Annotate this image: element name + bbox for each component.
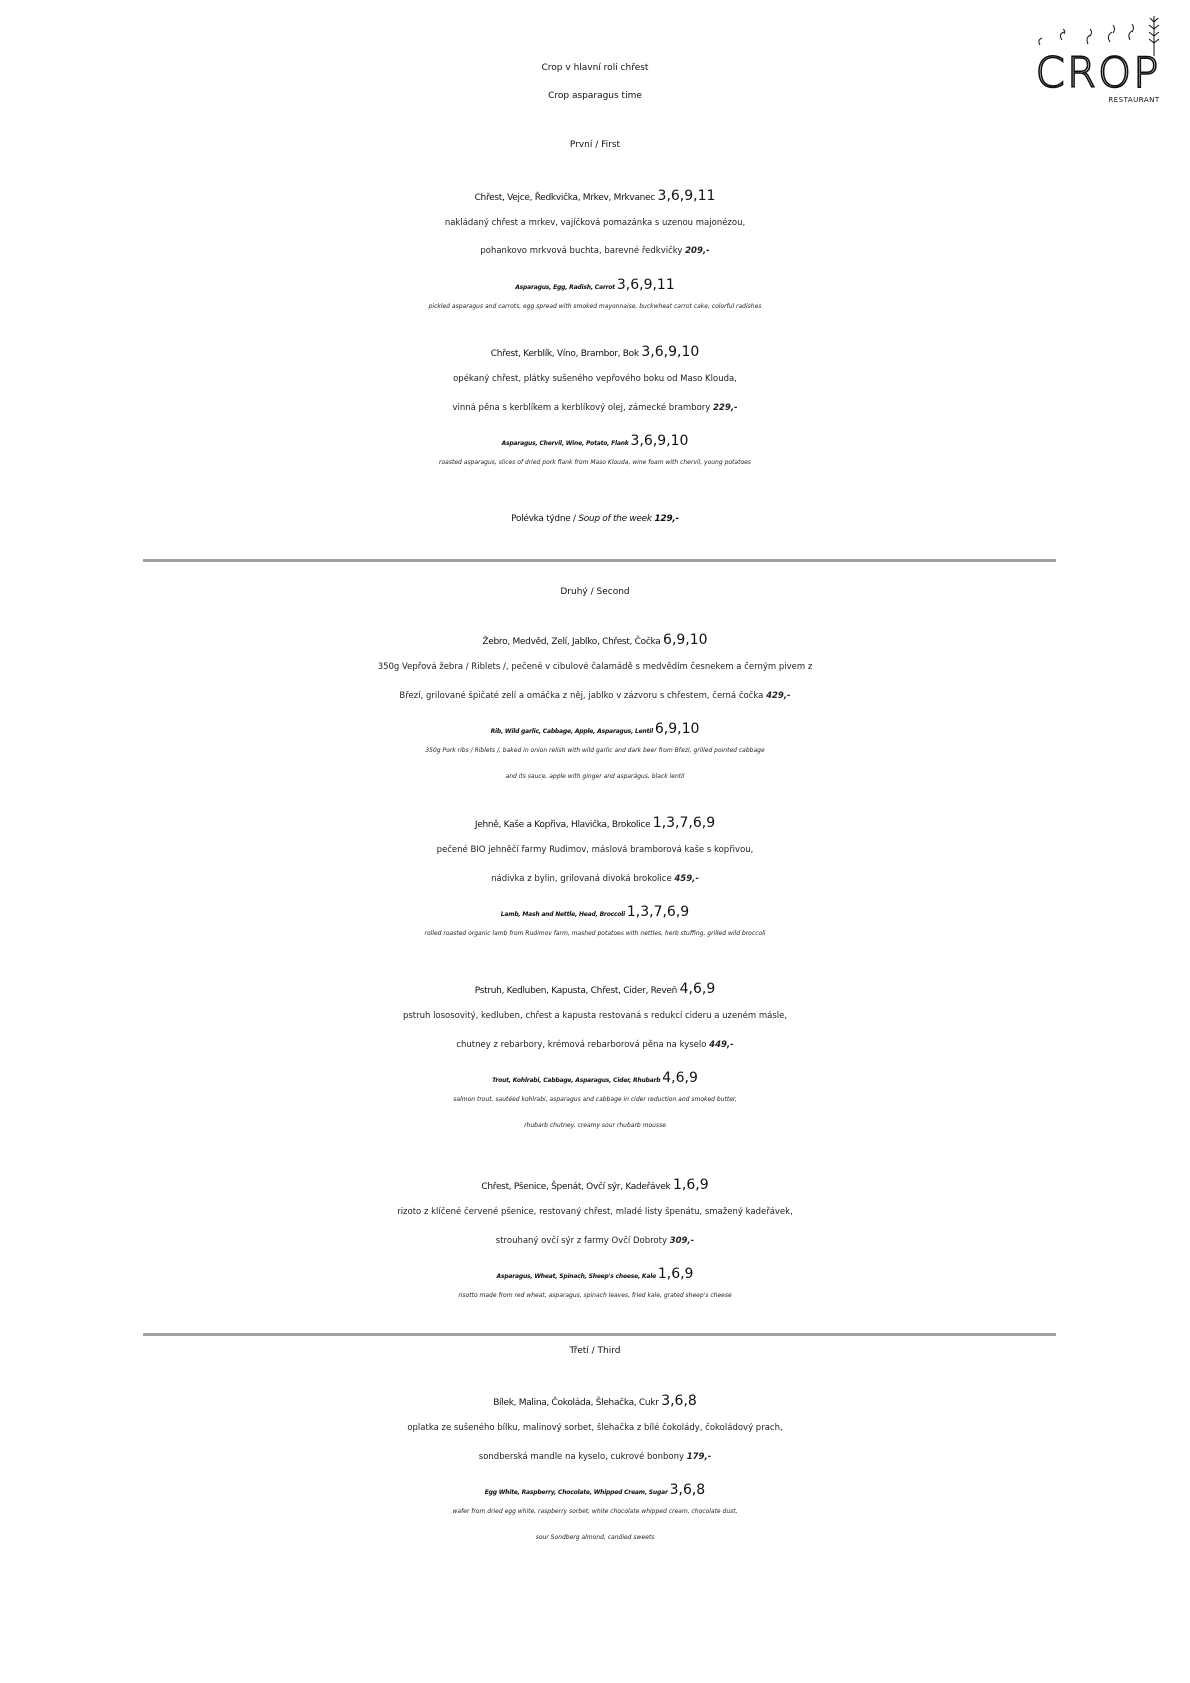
logo-subtitle: RESTAURANT: [1108, 96, 1160, 104]
dish-title-en: Asparagus, Wheat, Spinach, Sheep's cheese, Kale 1,6,9: [496, 1266, 694, 1282]
soup-of-the-week: Polévka týdne / Soup of the week 129,-: [511, 514, 679, 524]
dish-title: Chřest, Pšenice, Špenát, Ovčí sýr, Kadeřávek 1,6,9: [481, 1177, 709, 1193]
dish-title-en: Lamb, Mash and Nettle, Head, Broccoli 1,3,7,6,9: [500, 904, 690, 920]
dish-description-en: sour Sondberg almond, candied sweets: [535, 1534, 655, 1541]
section-heading-second: Druhý / Second: [560, 587, 630, 597]
dish-description: chutney z rebarbory, krémová rebarborová pěna na kyselo 449,-: [456, 1040, 734, 1050]
menu-title-en: Crop asparagus time: [548, 91, 642, 101]
dish-description-en: rhubarb chutney, creamy sour rhubarb mousse: [524, 1122, 666, 1129]
dish-description: sondberská mandle na kyselo, cukrové bonbony 179,-: [478, 1452, 712, 1462]
dish-description-en: and its sauce, apple with ginger and asparágus, black lentil: [505, 773, 685, 780]
section-divider: [143, 559, 1056, 562]
dish-description: oplatka ze sušeného bílku, malinový sorbet, šlehačka z bílé čokolády, čokoládový prach,: [407, 1423, 783, 1433]
dish-description: vinná pěna s kerblíkem a kerblíkový olej, zámecké brambory 229,-: [452, 403, 738, 413]
dish-description-en: salmon trout, sautéed kohlrabi, asparagus and cabbage in cider reduction and smoked butter,: [453, 1096, 737, 1103]
dish-description-en: 350g Pork ribs / Riblets /, baked in onion relish with wild garlic and dark beer from Březí, grilled pointed cabbage: [425, 747, 765, 754]
dish-title-en: Egg White, Raspberry, Chocolate, Whipped Cream, Sugar 3,6,8: [484, 1482, 706, 1498]
dish-description-en: pickled asparagus and carrots, egg spread with smoked mayonnaise, buckwheat carrot cake, colorful radishes: [428, 303, 762, 310]
dish-price: 209,-: [685, 246, 710, 256]
dish-description: pečené BIO jehněčí farmy Rudimov, máslová bramborová kaše s kopřivou,: [436, 845, 754, 855]
soup-price: 129,-: [654, 514, 679, 524]
dish-description: 350g Vepřová žebra / Riblets /, pečené v cibulové čalamádě s medvědím česnekem a černým pivem z: [377, 662, 813, 672]
dish-price: 179,-: [686, 1452, 712, 1462]
dish-description-en: roasted asparagus, slices of dried pork flank from Maso Klouda, wine foam with chervil, young potatoes: [439, 459, 751, 466]
section-heading-first: První / First: [569, 140, 621, 150]
dish-title: Pstruh, Kedluben, Kapusta, Chřest, Cider, Reveň 4,6,9: [474, 981, 716, 997]
menu-title-cz: Crop v hlavní roli chřest: [541, 63, 649, 73]
dish-title-en: Asparagus, Chervil, Wine, Potato, Flank 3,6,9,10: [501, 433, 689, 449]
dish-description: pstruh lososovitý, kedluben, chřest a kapusta restovaná s redukcí cideru a uzeném másle,: [402, 1011, 788, 1021]
dish-description: pohankovo mrkvová buchta, barevné ředkvičky 209,-: [480, 246, 710, 256]
logo-wordmark: CROP: [1035, 48, 1161, 97]
dish-title-en: Rib, Wild garlic, Cabbage, Apple, Asparagus, Lentil 6,9,10: [490, 721, 700, 737]
dish-title: Chřest, Vejce, Ředkvička, Mrkev, Mrkvanec 3,6,9,11: [474, 188, 716, 204]
dish-description-en: wafer from dried egg white, raspberry sorbet, white chocolate whipped cream, chocolate dust,: [452, 1508, 738, 1515]
dish-description-en: rolled roasted organic lamb from Rudimov farm, mashed potatoes with nettles, herb stuffing, grilled wild broccoli: [424, 930, 766, 937]
dish-description: opékaný chřest, plátky sušeného vepřového boku od Maso Klouda,: [453, 374, 737, 384]
dish-price: 449,-: [709, 1040, 734, 1050]
section-divider: [143, 1333, 1056, 1336]
dish-description: nádivka z bylin, grilovaná divoká brokolice 459,-: [491, 874, 699, 884]
dish-description: rizoto z klíčené červené pšenice, restovaný chřest, mladé listy špenátu, smažený kadeřávek,: [397, 1207, 793, 1217]
dish-title: Jehně, Kaše a Kopřiva, Hlavička, Brokolice 1,3,7,6,9: [474, 815, 716, 831]
dish-description: nakládaný chřest a mrkev, vajíčková pomazánka s uzenou majonézou,: [444, 218, 746, 228]
section-heading-third: Třetí / Third: [569, 1346, 621, 1356]
dish-price: 459,-: [674, 874, 699, 884]
dish-title: Chřest, Kerblík, Víno, Brambor, Bok 3,6,9,10: [490, 344, 700, 360]
dish-description-en: risotto made from red wheat, asparagus, spinach leaves, fried kale, grated sheep's cheese: [458, 1292, 732, 1299]
dish-title-en: Trout, Kohlrabi, Cabbage, Asparagus, Cider, Rhubarb 4,6,9: [492, 1070, 698, 1086]
dish-description: Březí, grilované špičaté zelí a omáčka z něj, jablko v zázvoru s chřestem, černá čočka 429,-: [399, 691, 791, 701]
dish-price: 429,-: [766, 691, 791, 701]
dish-title-en: Asparagus, Egg, Radish, Carrot 3,6,9,11: [515, 277, 675, 293]
dish-price: 229,-: [713, 403, 738, 413]
dish-price: 309,-: [669, 1236, 695, 1246]
dish-title: Žebro, Medvěd, Zelí, Jablko, Chřest, Čočka 6,9,10: [482, 632, 708, 648]
dish-title: Bílek, Malina, Čokoláda, Šlehačka, Cukr 3,6,8: [493, 1393, 697, 1409]
dish-description: strouhaný ovčí sýr z farmy Ovčí Dobroty 309,-: [495, 1236, 695, 1246]
